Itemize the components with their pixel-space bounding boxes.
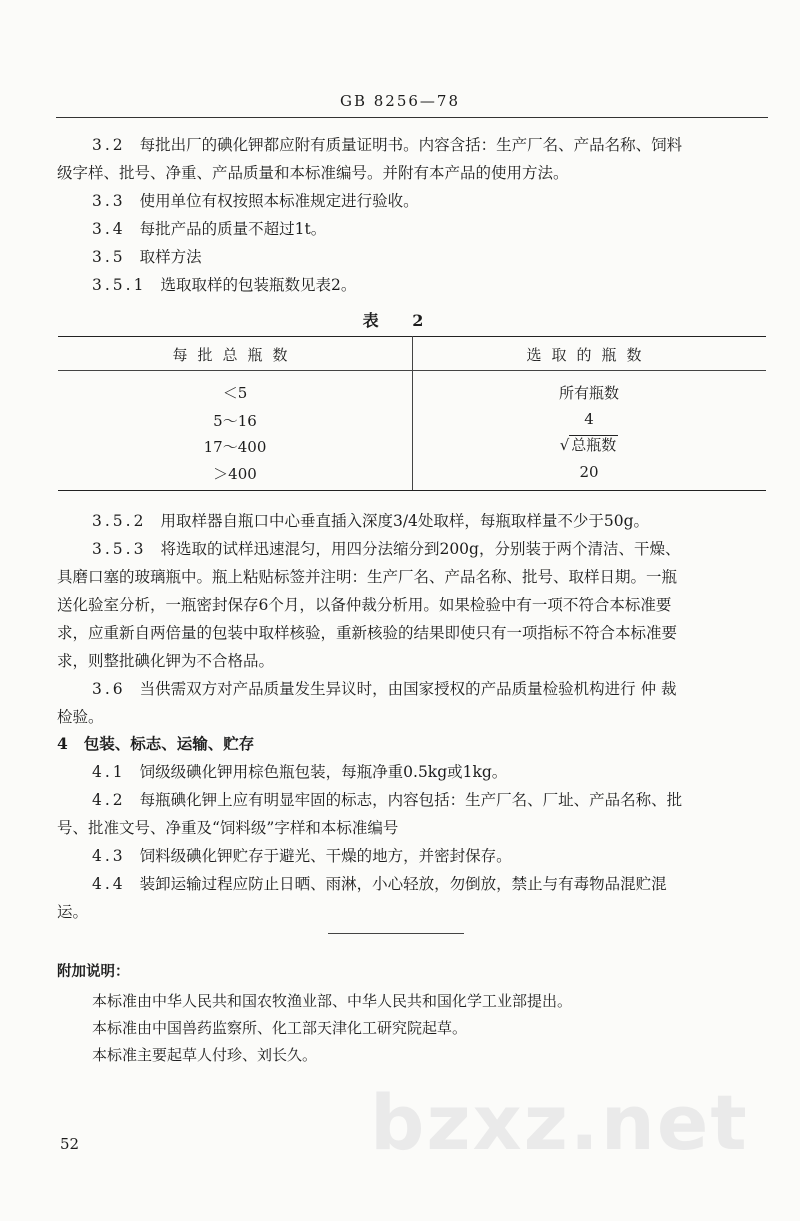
sqrt-sign: √	[559, 436, 570, 454]
notes-line: 本标准由中华人民共和国农牧渔业部、中华人民共和国化学工业部提出。	[92, 992, 573, 1010]
section-3-5	[92, 247, 769, 267]
section-4-4	[92, 874, 769, 894]
section-3-5-3-cont: 求，则整批碘化钾为不合格品。	[57, 652, 275, 670]
section-3-5-1	[92, 275, 769, 295]
section-text: 当供需双方对产品质量发生异议时，由国家授权的产品质量检验机构进行 仲 裁	[139, 680, 677, 698]
section-3-2-cont: 级字样、批号、净重、产品质量和本标准编号。并附有本产品的使用方法。	[57, 164, 569, 182]
section-3-2	[92, 135, 769, 155]
section-text: 用取样器自瓶口中心垂直插入深度3/4处取样，每瓶取样量不少于50g。	[160, 512, 650, 530]
table-title: 表 2	[362, 311, 438, 330]
section-3-4	[92, 219, 769, 239]
section-number: 3.5.1	[92, 276, 147, 294]
section-4-heading	[57, 734, 769, 754]
table-row-4-selected: 20	[579, 463, 599, 481]
table-row-3-selected	[412, 434, 766, 455]
section-4-4-cont: 运。	[57, 903, 89, 921]
section-3-6	[92, 679, 769, 699]
section-text: 选取取样的包装瓶数见表2。	[160, 276, 357, 294]
section-number: 3.6	[92, 680, 126, 698]
section-4-2	[92, 790, 769, 810]
section-text: 每批产品的质量不超过1t。	[139, 220, 327, 238]
section-4-3	[92, 846, 769, 866]
sqrt-radicand: 总瓶数	[571, 436, 617, 454]
section-3-5-3-cont: 送化验室分析，一瓶密封保存6个月，以备仲裁分析用。如果检验中有一项不符合本标准要	[57, 596, 672, 614]
section-number: 3.3	[92, 192, 126, 210]
table-row-1-selected: 所有瓶数	[558, 384, 619, 402]
section-4-2-cont: 号、批准文号、净重及“饲料级”字样和本标准编号	[57, 819, 399, 837]
notes-heading: 附加说明：	[57, 963, 130, 980]
table-row-1-total: ＜5	[222, 384, 248, 402]
section-text: 饲级级碘化钾用棕色瓶包装，每瓶净重0.5kg或1kg。	[139, 763, 508, 781]
header-rule	[56, 117, 768, 118]
watermark: bzxz.net	[370, 1078, 749, 1167]
section-3-6-cont: 检验。	[57, 708, 104, 726]
section-text: 使用单位有权按照本标准规定进行验收。	[139, 192, 419, 210]
table-header-selected: 选取的瓶数	[526, 346, 652, 364]
section-text: 每瓶碘化钾上应有明显牢固的标志，内容包括：生产厂名、厂址、产品名称、批	[139, 791, 683, 809]
section-text: 取样方法	[139, 248, 202, 266]
page-number: 52	[60, 1135, 80, 1153]
table-header-total: 每批总瓶数	[172, 346, 298, 364]
notes-line: 本标准由中国兽药监察所、化工部天津化工研究院起草。	[92, 1019, 468, 1037]
section-text: 装卸运输过程应防止日晒、雨淋，小心轻放，勿倒放，禁止与有毒物品混贮混	[139, 875, 667, 893]
section-3-5-2	[92, 511, 769, 531]
section-number: 4	[57, 734, 68, 753]
section-3-5-3-cont: 求，应重新自两倍量的包装中取样核验，重新核验的结果即使只有一项指标不符合本标准要	[57, 624, 678, 642]
section-number: 3.4	[92, 220, 126, 238]
section-number: 3.5.3	[92, 540, 147, 558]
table-row-2-total: 5～16	[213, 412, 257, 430]
section-title: 包装、标志、运输、贮存	[83, 734, 255, 753]
section-number: 4.4	[92, 875, 126, 893]
table-row-4-total: ＞400	[213, 465, 257, 483]
table-row-2-selected: 4	[584, 410, 594, 428]
section-number: 3.5	[92, 248, 126, 266]
section-3-3	[92, 191, 769, 211]
notes-line: 本标准主要起草人付珍、刘长久。	[92, 1046, 318, 1064]
section-divider	[328, 933, 464, 934]
section-number: 3.2	[92, 136, 126, 154]
section-3-5-3	[92, 539, 769, 559]
section-number: 4.2	[92, 791, 126, 809]
section-text: 饲料级碘化钾贮存于避光、干燥的地方，并密封保存。	[139, 847, 512, 865]
section-number: 4.3	[92, 847, 126, 865]
section-number: 4.1	[92, 763, 126, 781]
section-3-5-3-cont: 具磨口塞的玻璃瓶中。瓶上粘贴标签并注明：生产厂名、产品名称、批号、取样日期。一瓶	[57, 568, 678, 586]
section-text: 将选取的试样迅速混匀，用四分法缩分到200g，分别装于两个清洁、干燥、	[160, 540, 681, 558]
standard-code-header: GB 8256—78	[339, 92, 461, 110]
section-number: 3.5.2	[92, 512, 147, 530]
section-4-1	[92, 762, 769, 782]
table-bottom-rule	[58, 490, 766, 491]
table-row-3-total: 17～400	[203, 438, 267, 456]
section-text: 每批出厂的碘化钾都应附有质量证明书。内容含括：生产厂名、产品名称、饲料	[139, 136, 683, 154]
